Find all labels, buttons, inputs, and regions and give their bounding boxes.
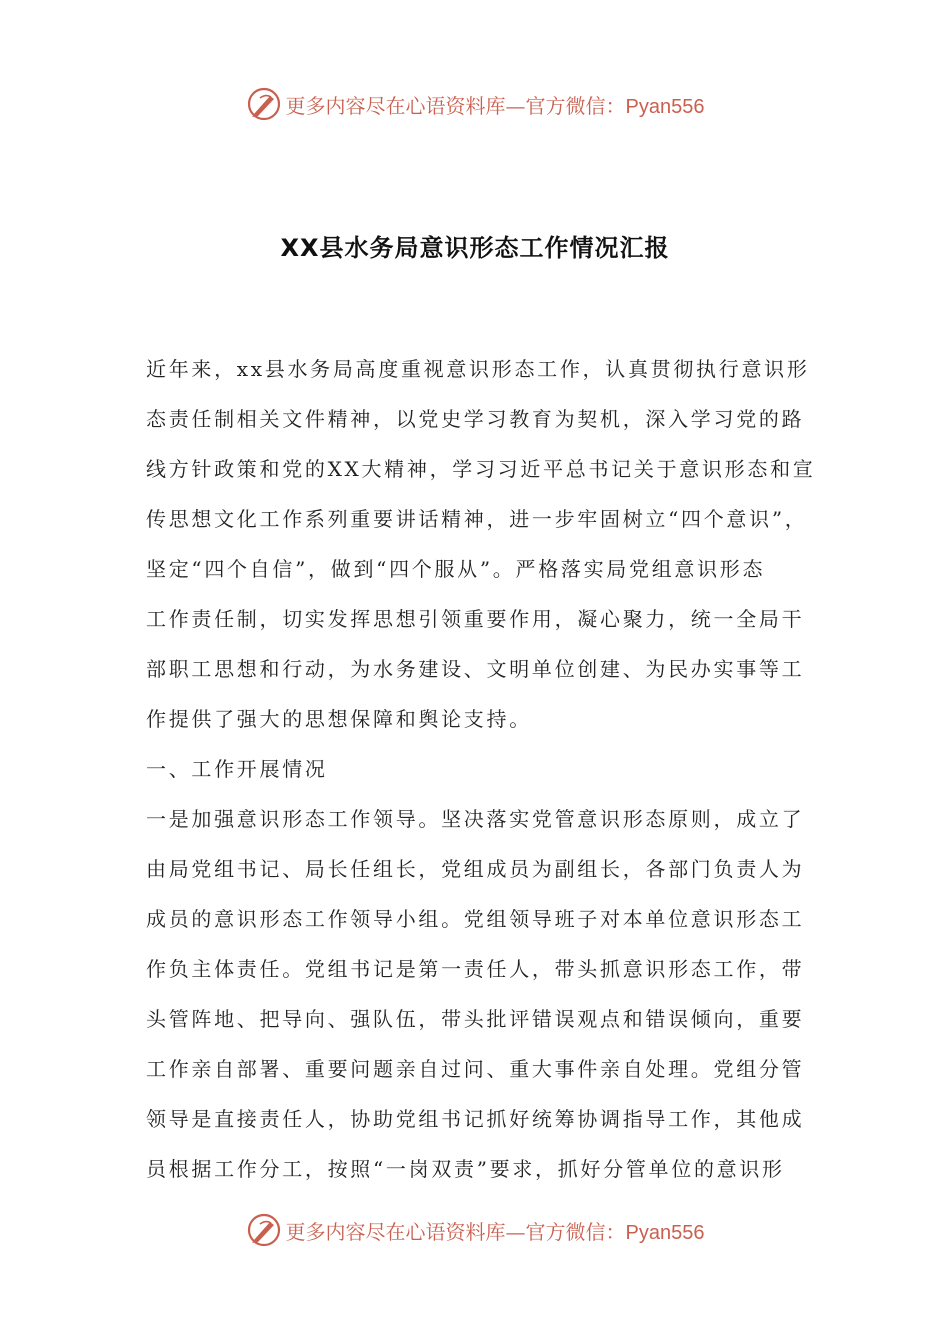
watermark-text: 更多内容尽在心语资料库—官方微信：Pyan556	[285, 1219, 705, 1244]
paragraph-line: 传思想文化工作系列重要讲话精神，进一步牢固树立“四个意识”，	[146, 507, 808, 531]
paragraph-line: 作提供了强大的思想保障和舆论支持。	[146, 707, 532, 731]
paragraph-line: 领导是直接责任人，协助党组书记抓好统筹协调指导工作，其他成	[146, 1107, 805, 1131]
paragraph-line: 由局党组书记、局长任组长，党组成员为副组长，各部门负责人为	[146, 857, 805, 881]
section-heading: 一、工作开展情况	[146, 757, 328, 781]
watermark-banner-top	[0, 82, 950, 126]
document-body	[146, 344, 816, 1194]
paragraph-line: 一是加强意识形态工作领导。坚决落实党管意识形态原则，成立了	[146, 807, 805, 831]
paragraph-line: 工作亲自部署、重要问题亲自过问、重大事件亲自处理。党组分管	[146, 1057, 805, 1081]
watermark-text: 更多内容尽在心语资料库—官方微信：Pyan556	[285, 93, 705, 118]
paragraph-line: 员根据工作分工，按照“一岗双责”要求，抓好分管单位的意识形	[146, 1157, 785, 1181]
paragraph-line: 坚定“四个自信”，做到“四个服从”。严格落实局党组意识形态	[146, 557, 766, 581]
paragraph-line: 部职工思想和行动，为水务建设、文明单位创建、为民办实事等工	[146, 657, 805, 681]
paragraph-line: 近年来，xx县水务局高度重视意识形态工作，认真贯彻执行意识形	[146, 357, 810, 381]
pen-logo-icon	[246, 86, 282, 122]
paragraph-line: 线方针政策和党的XX大精神，学习习近平总书记关于意识形态和宣	[146, 457, 816, 481]
paragraph-line: 态责任制相关文件精神，以党史学习教育为契机，深入学习党的路	[146, 407, 805, 431]
paragraph-line: 成员的意识形态工作领导小组。党组领导班子对本单位意识形态工	[146, 907, 805, 931]
watermark-banner-bottom	[0, 1208, 950, 1252]
document-title: XX县水务局意识形态工作情况汇报	[280, 234, 670, 262]
pen-logo-icon	[246, 1212, 282, 1248]
paragraph-line: 工作责任制，切实发挥思想引领重要作用，凝心聚力，统一全局干	[146, 607, 805, 631]
paragraph-line: 头管阵地、把导向、强队伍，带头批评错误观点和错误倾向，重要	[146, 1007, 805, 1031]
paragraph-line: 作负主体责任。党组书记是第一责任人，带头抓意识形态工作，带	[146, 957, 805, 981]
